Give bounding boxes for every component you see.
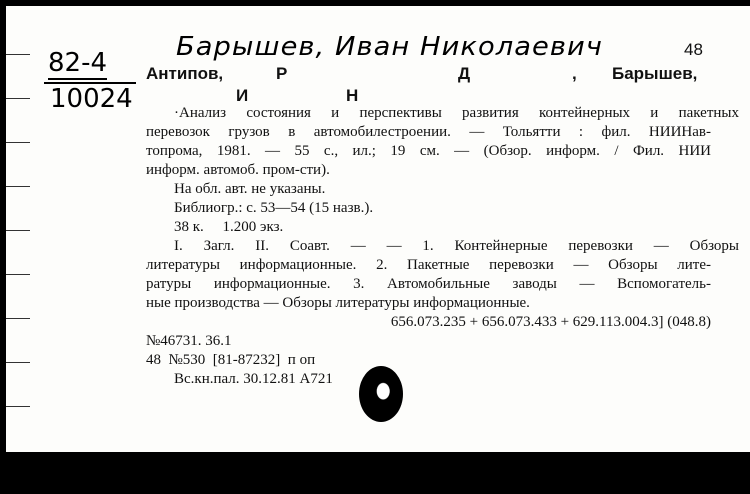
handwritten-code-bottom: 10024	[50, 84, 133, 114]
body-line: литературы информационные. 2. Пакетные перевозки — Обзоры лите-	[146, 257, 711, 273]
body-line: ратуры информационные. 3. Автомобильные заводы — Вспомогатель-	[146, 276, 711, 292]
page-number: 48	[684, 40, 703, 59]
body-line: информ. автомоб. пром-сти).	[146, 162, 330, 178]
card-body	[146, 104, 739, 389]
initial-i: И	[236, 86, 249, 105]
body-line: ·Анализ состояния и перспективы развития контейнерных и пакетных	[174, 105, 739, 121]
coauthor-name: Барышев,	[612, 64, 698, 83]
author-initial-r: Р	[276, 64, 288, 83]
body-line: топрома, 1981. — 55 с., ил.; 19 см. — (Обзор. информ. / Фил. НИИ	[146, 143, 711, 159]
handwritten-name: Барышев, Иван Николаевич	[176, 32, 603, 62]
body-line: перевозок грузов в автомобилестроении. — Тольятти : фил. НИИНав-	[146, 124, 711, 140]
body-line: На обл. авт. не указаны.	[174, 181, 326, 197]
handwritten-code-top: 82-4	[48, 48, 108, 78]
body-line: I. Загл. II. Соавт. — — 1. Контейнерные перевозки — Обзоры	[174, 238, 739, 254]
body-line: Библиогр.: с. 53—54 (15 назв.).	[174, 200, 374, 216]
author-main: Антипов,	[146, 64, 224, 83]
card-edge-marks	[6, 26, 30, 446]
initial-n: Н	[346, 86, 359, 105]
body-line: 48 №530 [81-87232] п оп	[146, 352, 316, 368]
author-comma: ,	[572, 64, 577, 83]
punch-hole	[359, 366, 403, 422]
udc-line: 656.073.235 + 656.073.433 + 629.113.004.3] (048.8)	[390, 314, 711, 330]
author-initial-d: Д	[458, 64, 471, 83]
body-line: ные производства — Обзоры литературы информационные.	[146, 295, 530, 311]
body-line: 38 к. 1.200 экз.	[174, 219, 284, 235]
body-line: №46731. 36.1	[146, 333, 232, 349]
catalog-card	[6, 6, 750, 452]
body-line: Вс.кн.пал. 30.12.81 А721	[174, 371, 333, 387]
